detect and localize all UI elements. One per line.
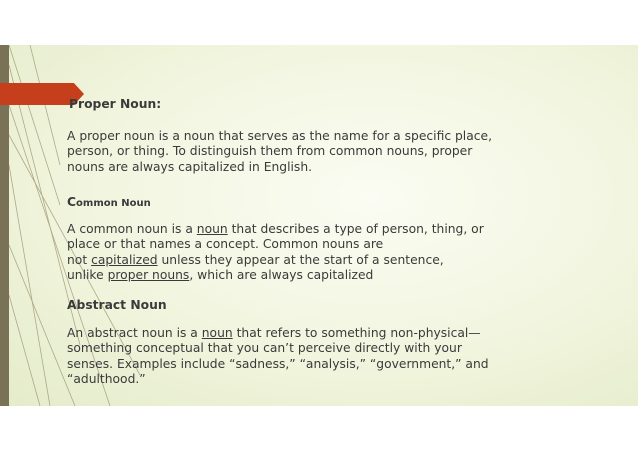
text-line: [67, 253, 497, 268]
noun-link[interactable]: noun: [196, 222, 228, 236]
text-line: something conceptual that you can’t perceive directly with your: [67, 341, 462, 356]
text-line: A proper noun is a noun that serves as the name for a specific place,: [67, 129, 492, 143]
proper-noun-paragraph: [67, 129, 497, 175]
proper-nouns-link[interactable]: proper nouns: [107, 267, 190, 282]
capitalized-link[interactable]: capitalized: [91, 252, 158, 267]
common-noun-heading: [67, 195, 151, 211]
heading-initial: C: [67, 195, 77, 209]
text: unless they appear at the start of a sentence,: [157, 252, 444, 267]
common-noun-paragraph: [67, 222, 497, 283]
text: unlike: [67, 267, 108, 282]
text: that describes a type of person, thing, or: [227, 222, 484, 236]
abstract-noun-paragraph: [67, 326, 497, 387]
text-line: person, or thing. To distinguish them from common nouns, proper: [67, 144, 473, 159]
abstract-noun-heading: Abstract Noun: [67, 298, 167, 312]
text: not: [67, 252, 92, 267]
text-line: place or that names a concept. Common nouns are: [67, 237, 384, 252]
text-line: “adulthood.”: [67, 371, 146, 386]
proper-noun-heading: Proper Noun:: [69, 97, 162, 111]
text: , which are always capitalized: [189, 267, 374, 282]
text-line: [67, 326, 497, 341]
slide: [0, 45, 638, 406]
noun-link[interactable]: noun: [201, 326, 233, 340]
heading-rest: ommon Noun: [76, 198, 151, 209]
text-line: senses. Examples include “sadness,” “analysis,” “government,” and: [67, 356, 489, 371]
text-line: [67, 222, 497, 237]
text-line: [67, 268, 497, 283]
text-line: nouns are always capitalized in English.: [67, 159, 313, 174]
text: A common noun is a: [67, 222, 197, 236]
text: that refers to something non-physical—: [232, 326, 481, 340]
text: An abstract noun is a: [67, 326, 202, 340]
